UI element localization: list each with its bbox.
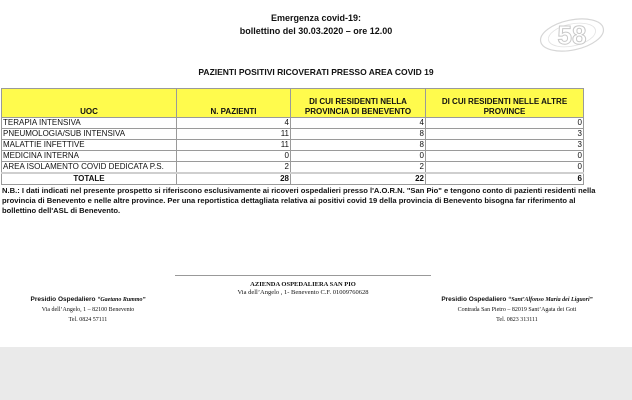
total-pazienti: 28 [177, 173, 291, 185]
column-header-benevento: DI CUI RESIDENTI NELLA PROVINCIA DI BENEVENTO [291, 89, 426, 118]
uoc-cell: MALATTIE INFETTIVE [2, 140, 177, 151]
benevento-cell: 0 [291, 151, 426, 162]
altre-cell: 0 [426, 118, 584, 129]
footer-divider [175, 275, 431, 276]
svg-text:58: 58 [557, 20, 587, 50]
uoc-cell: TERAPIA INTENSIVA [2, 118, 177, 129]
footnote: N.B.: I dati indicati nel presente prospetto si riferiscono esclusivamente ai ricoveri ospedalieri presso l'A.O.R.N. "San Pio" e tengono conto di pazienti residenti nella provincia di Benevento e nelle altre province. Per una reportistica dettagliata relativa ai positivi covid 19 della provincia di Benevento bisogna far riferimento al bollettino dell'ASL di Benevento. [2, 186, 596, 215]
table-row [2, 151, 584, 162]
total-benevento: 22 [291, 173, 426, 185]
presidio-tel: Tel. 0823 313111 [496, 317, 538, 323]
pazienti-cell: 0 [177, 151, 291, 162]
azienda-name: AZIENDA OSPEDALIERA SAN PIO [250, 281, 356, 288]
total-row [2, 173, 584, 185]
column-header-uoc: UOC [2, 89, 177, 118]
azienda-block [175, 281, 431, 297]
pazienti-cell: 11 [177, 140, 291, 151]
presidio-name: “Gaetano Rummo” [97, 297, 146, 303]
benevento-cell: 8 [291, 129, 426, 140]
presidio-label: Presidio Ospedaliero [30, 296, 96, 303]
altre-cell: 0 [426, 151, 584, 162]
benevento-cell: 4 [291, 118, 426, 129]
section-title: PAZIENTI POSITIVI RICOVERATI PRESSO AREA COVID 19 [198, 67, 434, 77]
presidio-name: “Sant’Alfonso Maria dei Liguori” [508, 297, 593, 303]
presidio-address: Contrada San Pietro – 82019 Sant’Agata dei Goti [457, 307, 577, 313]
table-row [2, 140, 584, 151]
presidio-address: Via dell’Angelo, 1 – 82100 Benevento [41, 307, 135, 313]
page-background-band [0, 347, 632, 400]
channel-58-logo-icon [536, 10, 608, 58]
bulletin-date: bollettino del 30.03.2020 – ore 12.00 [239, 26, 393, 36]
presidio-rummo [28, 295, 148, 325]
presidio-tel: Tel. 0824 57111 [68, 317, 108, 323]
table-row [2, 129, 584, 140]
uoc-cell: PNEUMOLOGIA/SUB INTENSIVA [2, 129, 177, 140]
presidio-sant-alfonso [432, 295, 602, 325]
benevento-cell: 8 [291, 140, 426, 151]
patients-table [1, 88, 584, 185]
total-altre: 6 [426, 173, 584, 185]
column-header-altre: DI CUI RESIDENTI NELLE ALTRE PROVINCE [426, 89, 584, 118]
table-row [2, 118, 584, 129]
pazienti-cell: 4 [177, 118, 291, 129]
column-header-pazienti: N. PAZIENTI [177, 89, 291, 118]
azienda-address: Via dell’Angelo , 1- Benevento C.F. 01009760628 [237, 289, 369, 296]
benevento-cell: 2 [291, 162, 426, 174]
pazienti-cell: 2 [177, 162, 291, 174]
presidio-label: Presidio Ospedaliero [441, 296, 507, 303]
total-label: TOTALE [2, 173, 177, 185]
uoc-cell: MEDICINA INTERNA [2, 151, 177, 162]
altre-cell: 3 [426, 140, 584, 151]
uoc-cell: AREA ISOLAMENTO COVID DEDICATA P.S. [2, 162, 177, 174]
pazienti-cell: 11 [177, 129, 291, 140]
altre-cell: 0 [426, 162, 584, 174]
bulletin-title: Emergenza covid-19: [270, 13, 362, 23]
altre-cell: 3 [426, 129, 584, 140]
table-row [2, 162, 584, 174]
